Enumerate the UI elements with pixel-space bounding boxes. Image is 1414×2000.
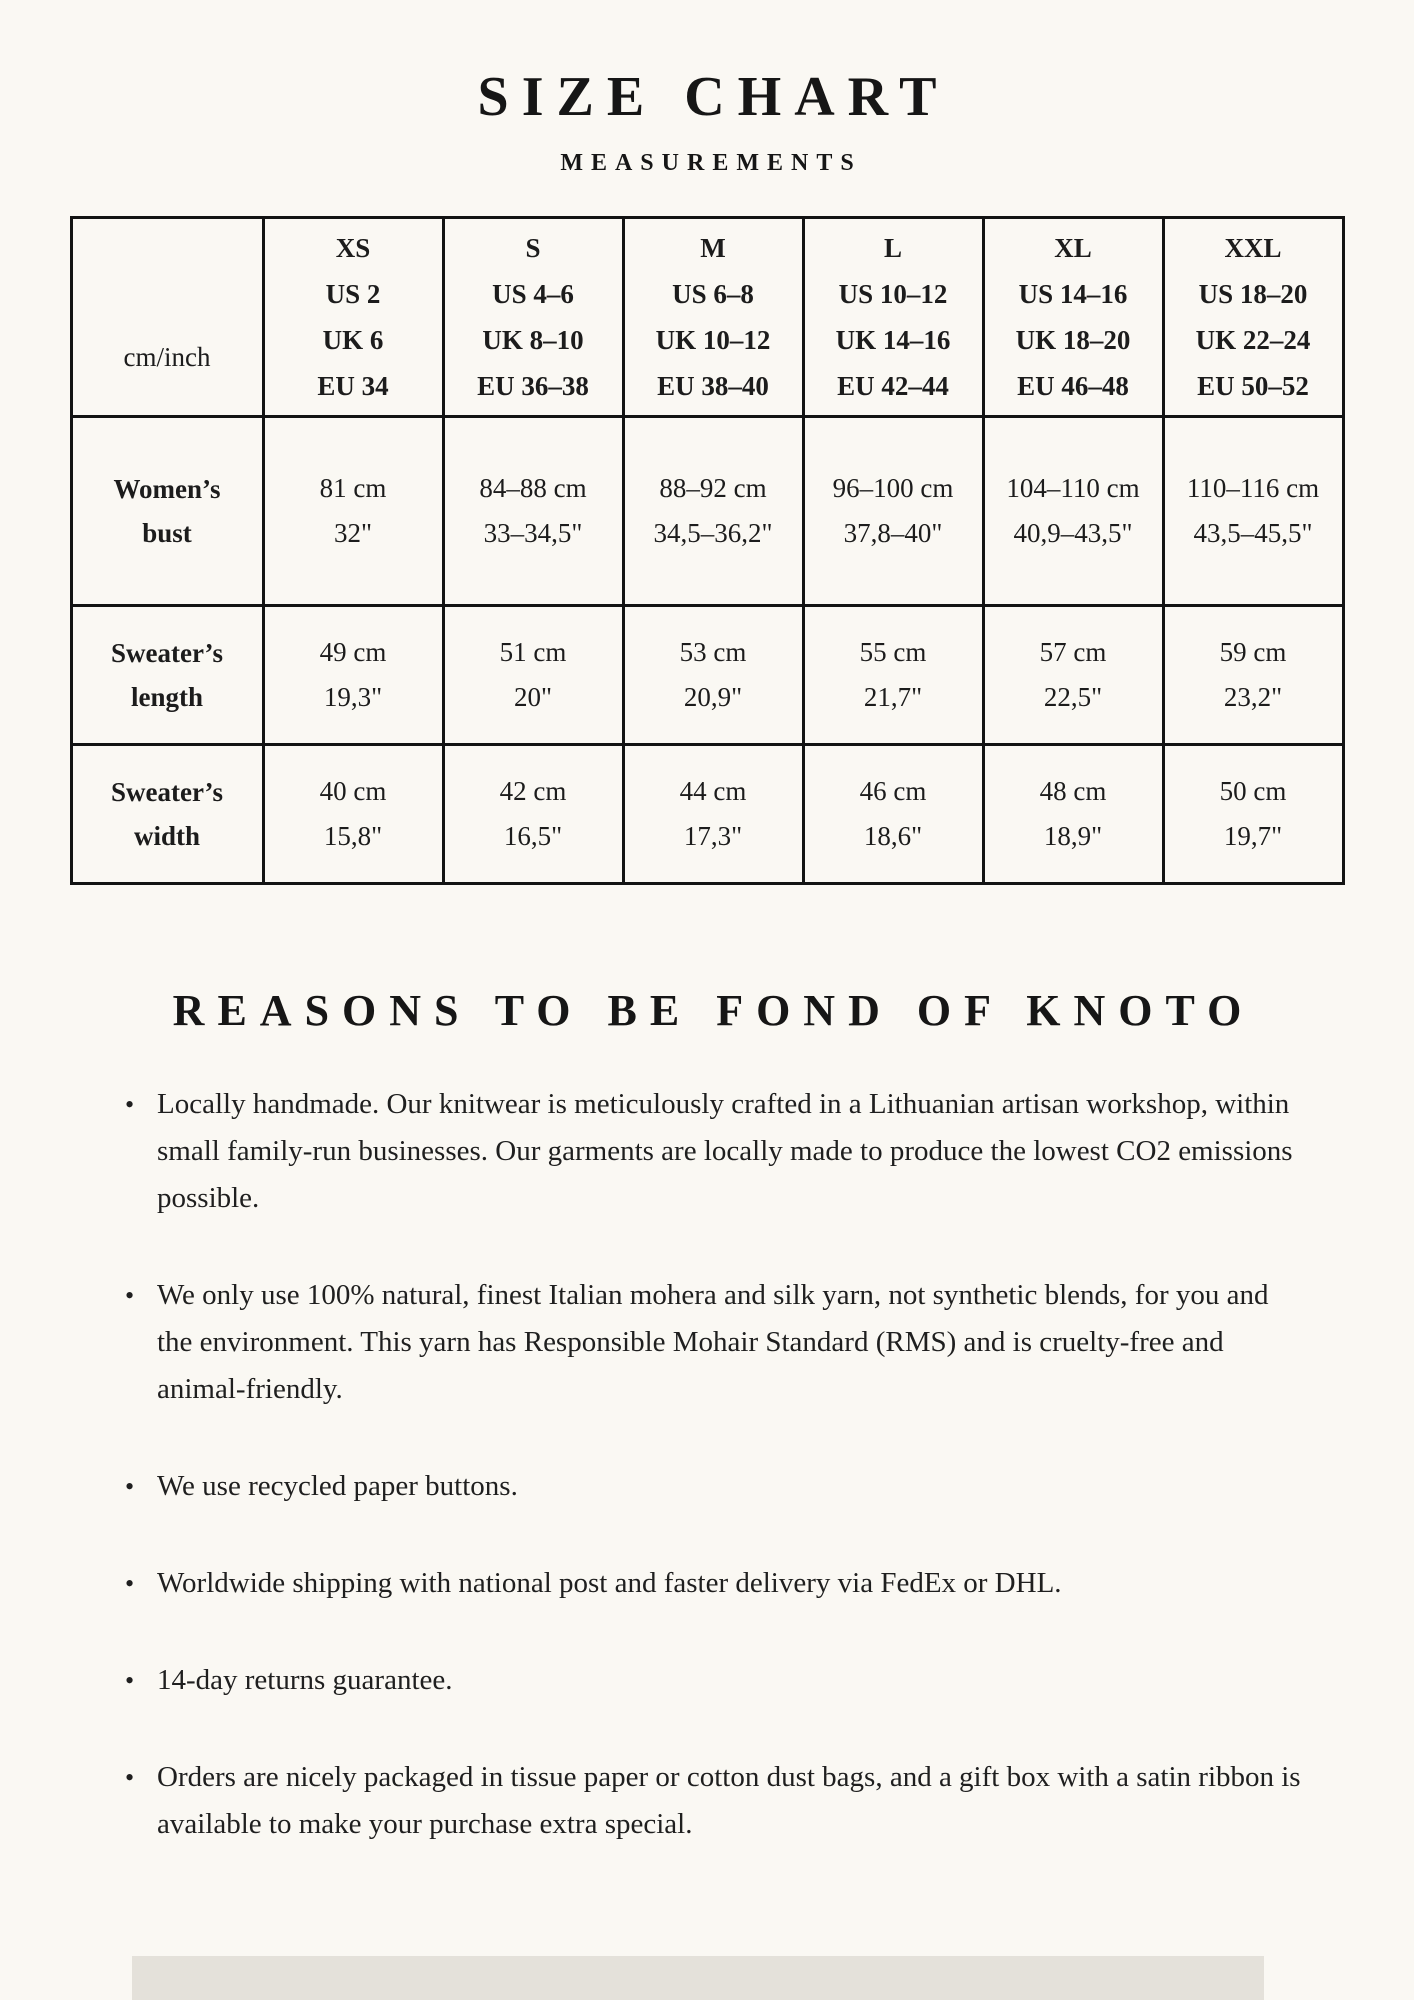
- value-inch: 23,2": [1223, 682, 1283, 712]
- measurement-cell: [803, 417, 983, 606]
- measurement-cell: [1163, 745, 1343, 884]
- measurement-cell: [983, 745, 1163, 884]
- reasons-heading: REASONS TO BE FOND OF KNOTO: [172, 986, 1255, 1035]
- value-inch: 17,3": [683, 821, 743, 851]
- table-row-sweaters-length: [71, 606, 1343, 745]
- row-label: Sweater’s width: [71, 745, 263, 884]
- column-header-xxl: [1163, 218, 1343, 417]
- row-label: Sweater’s length: [71, 606, 263, 745]
- measurement-cell: [983, 417, 1163, 606]
- reason-text: Locally handmade. Our knitwear is meticulously crafted in a Lithuanian artisan workshop, within small family-run businesses. Our garments are locally made to produce the lowest CO2 emissions possible.: [157, 1088, 1293, 1214]
- value-inch: 18,9": [1043, 821, 1103, 851]
- measurement-cell: [263, 417, 443, 606]
- value-cm: 51 cm: [499, 637, 567, 667]
- value-cm: 44 cm: [679, 776, 747, 806]
- list-item: [125, 1657, 1304, 1704]
- value-cm: 104–110 cm: [1006, 473, 1140, 503]
- reason-text: 14-day returns guarantee.: [157, 1664, 453, 1696]
- value-inch: 32": [333, 518, 373, 548]
- value-inch: 19,3": [323, 682, 383, 712]
- value-inch: 20,9": [683, 682, 743, 712]
- value-inch: 20": [513, 682, 553, 712]
- value-cm: 49 cm: [319, 637, 387, 667]
- column-header-xs: [263, 218, 443, 417]
- size-eu: EU 42–44: [837, 371, 949, 401]
- measurement-cell: [623, 745, 803, 884]
- size-eu: EU 38–40: [657, 371, 769, 401]
- list-item: [125, 1754, 1304, 1848]
- size-us: US 18–20: [1198, 279, 1308, 309]
- value-inch: 34,5–36,2": [653, 518, 773, 548]
- unit-label: cm/inch: [123, 342, 211, 372]
- size-name: XS: [335, 233, 371, 263]
- size-name: L: [883, 233, 902, 263]
- size-name: XL: [1054, 233, 1092, 263]
- measurement-cell: [443, 417, 623, 606]
- table-row-sweaters-width: [71, 745, 1343, 884]
- value-inch: 21,7": [863, 682, 923, 712]
- value-cm: 84–88 cm: [479, 473, 587, 503]
- column-header-l: [803, 218, 983, 417]
- value-cm: 110–116 cm: [1186, 473, 1320, 503]
- value-cm: 40 cm: [319, 776, 387, 806]
- measurement-cell: [1163, 606, 1343, 745]
- size-eu: EU 50–52: [1197, 371, 1309, 401]
- measurement-cell: [1163, 417, 1343, 606]
- measurement-cell: [623, 417, 803, 606]
- bullet-icon: •: [125, 1666, 135, 1695]
- unit-label-cell: [71, 218, 263, 417]
- measurement-cell: [623, 606, 803, 745]
- list-item: [125, 1560, 1304, 1607]
- table-row-womens-bust: [71, 417, 1343, 606]
- measurement-cell: [263, 606, 443, 745]
- measurement-cell: [983, 606, 1163, 745]
- row-label: Women’s bust: [71, 417, 263, 606]
- list-item: [125, 1272, 1304, 1413]
- size-eu: EU 46–48: [1017, 371, 1129, 401]
- size-name: M: [700, 233, 726, 263]
- value-inch: 40,9–43,5": [1013, 518, 1133, 548]
- size-us: US 14–16: [1018, 279, 1128, 309]
- value-inch: 18,6": [863, 821, 923, 851]
- reason-text: Worldwide shipping with national post and faster delivery via FedEx or DHL.: [157, 1567, 1062, 1599]
- measurement-cell: [803, 606, 983, 745]
- column-header-xl: [983, 218, 1163, 417]
- value-inch: 15,8": [323, 821, 383, 851]
- size-us: US 10–12: [838, 279, 948, 309]
- value-cm: 88–92 cm: [659, 473, 767, 503]
- page-subtitle: MEASUREMENTS: [560, 150, 862, 176]
- value-cm: 46 cm: [859, 776, 927, 806]
- table-header-row: [71, 218, 1343, 417]
- size-uk: UK 22–24: [1195, 325, 1311, 355]
- value-cm: 96–100 cm: [832, 473, 954, 503]
- bullet-icon: •: [125, 1472, 135, 1501]
- list-item: [125, 1081, 1304, 1222]
- size-us: US 4–6: [492, 279, 574, 309]
- reason-text: Orders are nicely packaged in tissue paper or cotton dust bags, and a gift box with a satin ribbon is available to make your purchase extra special.: [157, 1761, 1301, 1840]
- bullet-icon: •: [125, 1569, 135, 1598]
- value-inch: 16,5": [503, 821, 563, 851]
- bullet-icon: •: [125, 1281, 135, 1310]
- reasons-list: [0, 1081, 1414, 1848]
- reason-text: We only use 100% natural, finest Italian mohera and silk yarn, not synthetic blends, for you and the environment. This yarn has Responsible Mohair Standard (RMS) and is cruelty-free and animal-friendly.: [157, 1279, 1269, 1405]
- bullet-icon: •: [125, 1090, 135, 1119]
- size-name: XXL: [1224, 233, 1282, 263]
- value-cm: 53 cm: [679, 637, 747, 667]
- value-cm: 48 cm: [1039, 776, 1107, 806]
- size-us: US 6–8: [672, 279, 754, 309]
- size-uk: UK 8–10: [482, 325, 584, 355]
- value-inch: 37,8–40": [843, 518, 943, 548]
- bottom-image-band: [132, 1956, 1264, 2000]
- bullet-icon: •: [125, 1763, 135, 1792]
- column-header-m: [623, 218, 803, 417]
- measurement-cell: [263, 745, 443, 884]
- list-item: [125, 1463, 1304, 1510]
- value-cm: 81 cm: [319, 473, 387, 503]
- value-cm: 42 cm: [499, 776, 567, 806]
- reason-text: We use recycled paper buttons.: [157, 1470, 518, 1502]
- value-inch: 19,7": [1223, 821, 1283, 851]
- value-inch: 33–34,5": [483, 518, 583, 548]
- size-chart-table: [70, 216, 1345, 885]
- value-inch: 43,5–45,5": [1193, 518, 1313, 548]
- value-cm: 59 cm: [1219, 637, 1287, 667]
- measurement-cell: [443, 606, 623, 745]
- size-uk: UK 18–20: [1015, 325, 1131, 355]
- size-name: S: [525, 233, 541, 263]
- value-cm: 50 cm: [1219, 776, 1287, 806]
- size-uk: UK 6: [322, 325, 384, 355]
- value-cm: 57 cm: [1039, 637, 1107, 667]
- value-inch: 22,5": [1043, 682, 1103, 712]
- size-uk: UK 10–12: [655, 325, 771, 355]
- size-uk: UK 14–16: [835, 325, 951, 355]
- size-eu: EU 34: [317, 371, 389, 401]
- size-us: US 2: [325, 279, 381, 309]
- value-cm: 55 cm: [859, 637, 927, 667]
- page-title: SIZE CHART: [477, 66, 950, 128]
- size-eu: EU 36–38: [477, 371, 589, 401]
- measurement-cell: [803, 745, 983, 884]
- measurement-cell: [443, 745, 623, 884]
- column-header-s: [443, 218, 623, 417]
